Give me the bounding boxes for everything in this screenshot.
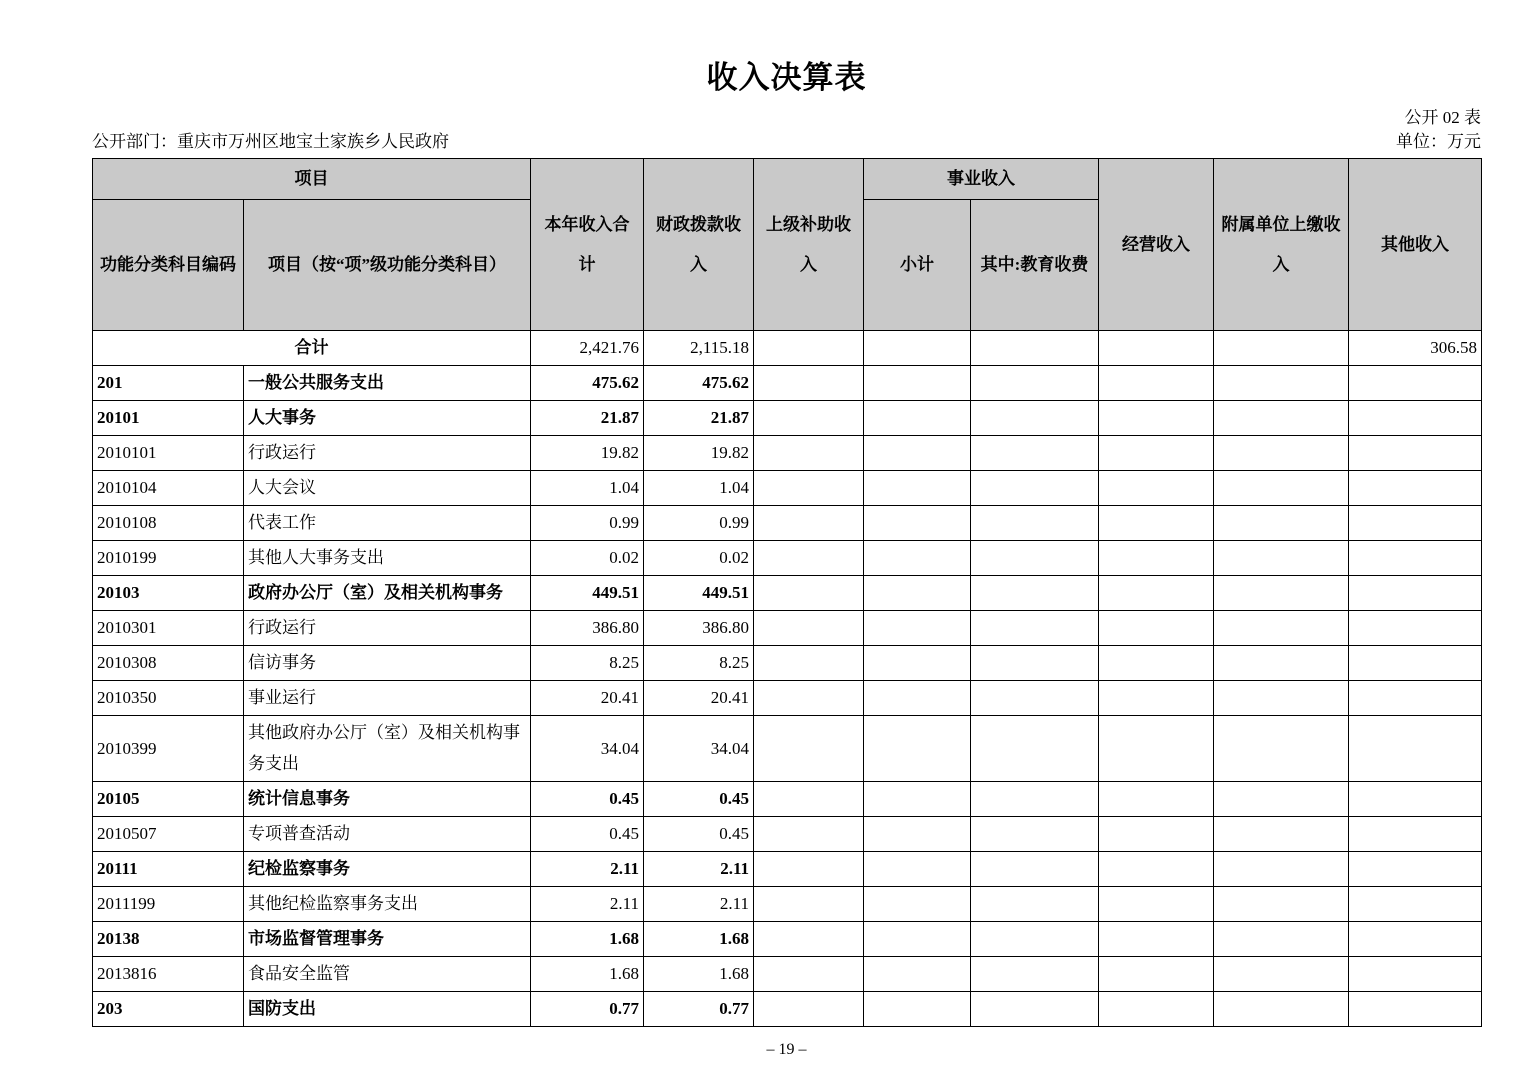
cell-superior-subsidy <box>754 921 864 956</box>
cell-function-code: 20111 <box>93 851 244 886</box>
header-fiscal-allocation-income: 财政拨款收入 <box>644 159 754 331</box>
cell-affiliated-remit <box>1214 646 1349 681</box>
cell-superior-subsidy <box>754 646 864 681</box>
cell-affiliated-remit <box>1214 506 1349 541</box>
cell-education-fee <box>971 401 1099 436</box>
cell-business-subtotal <box>864 851 971 886</box>
cell-annual-total: 8.25 <box>531 646 644 681</box>
cell-business-subtotal <box>864 646 971 681</box>
cell-superior-subsidy <box>754 506 864 541</box>
cell-education-fee <box>971 576 1099 611</box>
cell-affiliated-remit <box>1214 611 1349 646</box>
cell-education-fee <box>971 851 1099 886</box>
cell-item-name: 其他纪检监察事务支出 <box>244 886 531 921</box>
cell-fiscal-allocation: 0.99 <box>644 506 754 541</box>
table-body <box>93 366 1482 1027</box>
cell-annual-total: 21.87 <box>531 401 644 436</box>
cell-business-subtotal <box>864 886 971 921</box>
cell-business-subtotal <box>864 471 971 506</box>
cell-fiscal-allocation: 21.87 <box>644 401 754 436</box>
cell-function-code: 2010104 <box>93 471 244 506</box>
cell-annual-total: 2.11 <box>531 886 644 921</box>
department-label: 公开部门：重庆市万州区地宝土家族乡人民政府 <box>92 132 449 151</box>
cell-operating-income <box>1099 646 1214 681</box>
cell-fiscal-allocation: 1.68 <box>644 956 754 991</box>
cell-fiscal-allocation: 34.04 <box>644 716 754 782</box>
cell-other-income <box>1349 506 1482 541</box>
cell-affiliated-remit <box>1214 681 1349 716</box>
cell-fiscal-allocation: 1.04 <box>644 471 754 506</box>
cell-education-fee <box>971 886 1099 921</box>
cell-other-income <box>1349 611 1482 646</box>
total-superior-subsidy-cell <box>754 331 864 366</box>
header-business-income-group: 事业收入 <box>864 159 1099 200</box>
cell-item-name: 纪检监察事务 <box>244 851 531 886</box>
cell-function-code: 20101 <box>93 401 244 436</box>
cell-other-income <box>1349 646 1482 681</box>
cell-item-name: 市场监督管理事务 <box>244 921 531 956</box>
cell-education-fee <box>971 991 1099 1026</box>
cell-annual-total: 449.51 <box>531 576 644 611</box>
cell-annual-total: 34.04 <box>531 716 644 782</box>
cell-fiscal-allocation: 449.51 <box>644 576 754 611</box>
cell-item-name: 人大事务 <box>244 401 531 436</box>
cell-annual-total: 386.80 <box>531 611 644 646</box>
cell-fiscal-allocation: 0.45 <box>644 816 754 851</box>
table-row <box>93 851 1482 886</box>
cell-superior-subsidy <box>754 816 864 851</box>
cell-other-income <box>1349 921 1482 956</box>
cell-annual-total: 0.45 <box>531 816 644 851</box>
cell-function-code: 2010350 <box>93 681 244 716</box>
cell-education-fee <box>971 471 1099 506</box>
cell-operating-income <box>1099 471 1214 506</box>
table-row <box>93 716 1482 782</box>
cell-operating-income <box>1099 611 1214 646</box>
cell-operating-income <box>1099 886 1214 921</box>
header-subtotal: 小计 <box>864 200 971 331</box>
header-annual-income-total: 本年收入合计 <box>531 159 644 331</box>
cell-other-income <box>1349 716 1482 782</box>
cell-affiliated-remit <box>1214 716 1349 782</box>
header-education-fee: 其中:教育收费 <box>971 200 1099 331</box>
cell-annual-total: 1.04 <box>531 471 644 506</box>
table-row <box>93 576 1482 611</box>
total-row <box>93 331 1482 366</box>
header-operating-income: 经营收入 <box>1099 159 1214 331</box>
cell-other-income <box>1349 471 1482 506</box>
table-row <box>93 921 1482 956</box>
cell-other-income <box>1349 851 1482 886</box>
cell-superior-subsidy <box>754 956 864 991</box>
cell-operating-income <box>1099 541 1214 576</box>
cell-other-income <box>1349 576 1482 611</box>
cell-function-code: 2010101 <box>93 436 244 471</box>
cell-superior-subsidy <box>754 401 864 436</box>
cell-education-fee <box>971 816 1099 851</box>
cell-function-code: 20103 <box>93 576 244 611</box>
table-row <box>93 541 1482 576</box>
cell-business-subtotal <box>864 541 971 576</box>
cell-annual-total: 19.82 <box>531 436 644 471</box>
cell-fiscal-allocation: 8.25 <box>644 646 754 681</box>
table-row <box>93 366 1482 401</box>
cell-fiscal-allocation: 0.45 <box>644 781 754 816</box>
header-function-code: 功能分类科目编码 <box>93 200 244 331</box>
table-row <box>93 506 1482 541</box>
cell-fiscal-allocation: 475.62 <box>644 366 754 401</box>
header-item-name: 项目（按“项”级功能分类科目） <box>244 200 531 331</box>
cell-annual-total: 0.02 <box>531 541 644 576</box>
cell-other-income <box>1349 781 1482 816</box>
cell-annual-total: 0.99 <box>531 506 644 541</box>
cell-operating-income <box>1099 366 1214 401</box>
cell-other-income <box>1349 681 1482 716</box>
cell-other-income <box>1349 541 1482 576</box>
cell-affiliated-remit <box>1214 471 1349 506</box>
header-item-group: 项目 <box>93 159 531 200</box>
income-statement-table <box>92 158 1482 1027</box>
cell-annual-total: 20.41 <box>531 681 644 716</box>
cell-operating-income <box>1099 681 1214 716</box>
cell-item-name: 事业运行 <box>244 681 531 716</box>
cell-other-income <box>1349 886 1482 921</box>
cell-fiscal-allocation: 19.82 <box>644 436 754 471</box>
cell-annual-total: 0.45 <box>531 781 644 816</box>
cell-item-name: 行政运行 <box>244 611 531 646</box>
total-business-subtotal-cell <box>864 331 971 366</box>
cell-business-subtotal <box>864 681 971 716</box>
cell-fiscal-allocation: 20.41 <box>644 681 754 716</box>
cell-function-code: 2010199 <box>93 541 244 576</box>
total-other-cell: 306.58 <box>1349 331 1482 366</box>
cell-superior-subsidy <box>754 576 864 611</box>
cell-education-fee <box>971 956 1099 991</box>
cell-business-subtotal <box>864 716 971 782</box>
header-row-1 <box>93 159 1482 200</box>
cell-superior-subsidy <box>754 471 864 506</box>
cell-affiliated-remit <box>1214 541 1349 576</box>
table-row <box>93 681 1482 716</box>
cell-superior-subsidy <box>754 851 864 886</box>
cell-item-name: 专项普查活动 <box>244 816 531 851</box>
cell-education-fee <box>971 921 1099 956</box>
cell-fiscal-allocation: 0.77 <box>644 991 754 1026</box>
cell-business-subtotal <box>864 611 971 646</box>
table-row <box>93 401 1482 436</box>
cell-item-name: 国防支出 <box>244 991 531 1026</box>
cell-function-code: 203 <box>93 991 244 1026</box>
cell-item-name: 一般公共服务支出 <box>244 366 531 401</box>
cell-superior-subsidy <box>754 886 864 921</box>
page-title: 收入决算表 <box>706 60 867 95</box>
cell-business-subtotal <box>864 506 971 541</box>
page-number: – 19 – <box>766 1040 807 1058</box>
cell-function-code: 201 <box>93 366 244 401</box>
cell-operating-income <box>1099 401 1214 436</box>
cell-function-code: 2010301 <box>93 611 244 646</box>
cell-fiscal-allocation: 2.11 <box>644 851 754 886</box>
cell-item-name: 食品安全监管 <box>244 956 531 991</box>
table-row <box>93 436 1482 471</box>
header-affiliated-unit-remit-income: 附属单位上缴收入 <box>1214 159 1349 331</box>
cell-other-income <box>1349 991 1482 1026</box>
cell-education-fee <box>971 611 1099 646</box>
cell-operating-income <box>1099 921 1214 956</box>
cell-superior-subsidy <box>754 781 864 816</box>
cell-other-income <box>1349 366 1482 401</box>
total-education-fee-cell <box>971 331 1099 366</box>
cell-annual-total: 475.62 <box>531 366 644 401</box>
cell-operating-income <box>1099 816 1214 851</box>
table-row <box>93 991 1482 1026</box>
cell-superior-subsidy <box>754 611 864 646</box>
cell-affiliated-remit <box>1214 921 1349 956</box>
cell-operating-income <box>1099 991 1214 1026</box>
cell-affiliated-remit <box>1214 816 1349 851</box>
table-row <box>93 956 1482 991</box>
cell-superior-subsidy <box>754 436 864 471</box>
cell-business-subtotal <box>864 401 971 436</box>
cell-education-fee <box>971 781 1099 816</box>
cell-business-subtotal <box>864 436 971 471</box>
cell-other-income <box>1349 401 1482 436</box>
cell-function-code: 20105 <box>93 781 244 816</box>
cell-item-name: 其他人大事务支出 <box>244 541 531 576</box>
cell-item-name: 人大会议 <box>244 471 531 506</box>
cell-function-code: 20138 <box>93 921 244 956</box>
total-affiliated-cell <box>1214 331 1349 366</box>
table-row <box>93 816 1482 851</box>
total-annual-cell: 2,421.76 <box>531 331 644 366</box>
cell-annual-total: 1.68 <box>531 956 644 991</box>
table-row <box>93 781 1482 816</box>
total-label-cell: 合计 <box>93 331 531 366</box>
cell-operating-income <box>1099 781 1214 816</box>
cell-business-subtotal <box>864 956 971 991</box>
cell-affiliated-remit <box>1214 851 1349 886</box>
cell-other-income <box>1349 816 1482 851</box>
table-code-label: 公开 02 表 <box>1404 108 1481 127</box>
cell-annual-total: 0.77 <box>531 991 644 1026</box>
cell-affiliated-remit <box>1214 366 1349 401</box>
cell-superior-subsidy <box>754 681 864 716</box>
cell-fiscal-allocation: 1.68 <box>644 921 754 956</box>
cell-item-name: 行政运行 <box>244 436 531 471</box>
cell-item-name: 代表工作 <box>244 506 531 541</box>
total-fiscal-cell: 2,115.18 <box>644 331 754 366</box>
cell-superior-subsidy <box>754 366 864 401</box>
cell-education-fee <box>971 716 1099 782</box>
cell-function-code: 2010108 <box>93 506 244 541</box>
cell-affiliated-remit <box>1214 956 1349 991</box>
cell-education-fee <box>971 541 1099 576</box>
cell-function-code: 2010308 <box>93 646 244 681</box>
cell-superior-subsidy <box>754 991 864 1026</box>
cell-education-fee <box>971 506 1099 541</box>
cell-operating-income <box>1099 851 1214 886</box>
cell-business-subtotal <box>864 781 971 816</box>
header-other-income: 其他收入 <box>1349 159 1482 331</box>
cell-affiliated-remit <box>1214 436 1349 471</box>
meta-line <box>92 131 1481 153</box>
cell-business-subtotal <box>864 991 971 1026</box>
cell-business-subtotal <box>864 921 971 956</box>
cell-other-income <box>1349 956 1482 991</box>
table-row <box>93 471 1482 506</box>
unit-label: 单位：万元 <box>1396 132 1481 151</box>
cell-fiscal-allocation: 2.11 <box>644 886 754 921</box>
cell-item-name: 其他政府办公厅（室）及相关机构事务支出 <box>244 716 531 782</box>
cell-education-fee <box>971 436 1099 471</box>
cell-function-code: 2013816 <box>93 956 244 991</box>
cell-affiliated-remit <box>1214 991 1349 1026</box>
cell-fiscal-allocation: 0.02 <box>644 541 754 576</box>
cell-operating-income <box>1099 506 1214 541</box>
cell-business-subtotal <box>864 576 971 611</box>
cell-item-name: 信访事务 <box>244 646 531 681</box>
cell-business-subtotal <box>864 816 971 851</box>
cell-operating-income <box>1099 576 1214 611</box>
cell-function-code: 2010399 <box>93 716 244 782</box>
cell-education-fee <box>971 646 1099 681</box>
cell-annual-total: 2.11 <box>531 851 644 886</box>
table-row <box>93 646 1482 681</box>
header-superior-subsidy-income: 上级补助收入 <box>754 159 864 331</box>
cell-function-code: 2011199 <box>93 886 244 921</box>
cell-other-income <box>1349 436 1482 471</box>
cell-affiliated-remit <box>1214 886 1349 921</box>
cell-operating-income <box>1099 716 1214 782</box>
cell-affiliated-remit <box>1214 781 1349 816</box>
cell-education-fee <box>971 681 1099 716</box>
cell-superior-subsidy <box>754 716 864 782</box>
cell-item-name: 政府办公厅（室）及相关机构事务 <box>244 576 531 611</box>
cell-education-fee <box>971 366 1099 401</box>
cell-item-name: 统计信息事务 <box>244 781 531 816</box>
cell-operating-income <box>1099 436 1214 471</box>
cell-function-code: 2010507 <box>93 816 244 851</box>
table-row <box>93 611 1482 646</box>
cell-business-subtotal <box>864 366 971 401</box>
cell-annual-total: 1.68 <box>531 921 644 956</box>
total-operating-cell <box>1099 331 1214 366</box>
cell-operating-income <box>1099 956 1214 991</box>
cell-affiliated-remit <box>1214 401 1349 436</box>
cell-affiliated-remit <box>1214 576 1349 611</box>
cell-fiscal-allocation: 386.80 <box>644 611 754 646</box>
table-row <box>93 886 1482 921</box>
cell-superior-subsidy <box>754 541 864 576</box>
